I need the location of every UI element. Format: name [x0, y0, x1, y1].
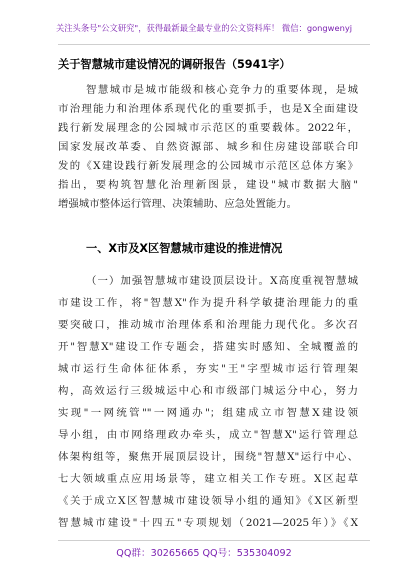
section-heading: 一、X市及X区智慧城市建设的推进情况: [86, 242, 283, 255]
paragraph-line: （一）加强智慧城市建设顶层设计。X高度重视智慧城: [86, 275, 358, 287]
paragraph-line: 《关于成立X区智慧城市建设领导小组的通知》《X区新型: [58, 495, 358, 507]
document-title: 关于智慧城市建设情况的调研报告（5941字）: [58, 58, 291, 71]
paragraph-line: 智慧城市是城市能级和核心竞争力的重要体现，是城: [86, 84, 358, 96]
paragraph-line: 增强城市整体运行管理、决策辅助、应急处置能力。: [58, 198, 297, 210]
paragraph-line: 要突破口，推动城市治理体系和治理能力现代化。多次召: [58, 319, 358, 331]
header-divider: [58, 44, 370, 45]
paragraph-line: 发的《X建设践行新发展理念的公园城市示范区总体方案》: [58, 160, 358, 172]
paragraph-line: 七大领域重点应用场景等，建立相关工作专班。X区起草: [58, 473, 358, 485]
promo-banner: 关注头条号"公文研究"，获得最新最全最专业的公文资料库！ 微信：gongwenyj: [55, 23, 353, 33]
paragraph-line: 开"智慧X"建设工作专题会，搭建实时感知、全城覆盖的: [58, 341, 358, 353]
contact-footer: QQ群：30265665 QQ号：535304092: [116, 548, 292, 559]
paragraph-line: 智慧城市建设"十四五"专项规划（2021—2025年）》《X: [58, 517, 358, 529]
paragraph-line: 城市运行生命体征体系，夯实"王"字型城市运行管理架: [58, 363, 358, 375]
paragraph-line: 导小组，由市网络理政办牵头，成立"智慧X"运行管理总: [58, 429, 358, 441]
paragraph-line: 实现"一网统管""一网通办"；组建成立市智慧X建设领: [58, 407, 358, 419]
paragraph-line: 指出，要构筑智慧化治理新图景，建设"城市数据大脑": [58, 179, 358, 191]
paragraph-line: 构，高效运行三级城运中心和市级部门城运分中心，努力: [58, 385, 358, 397]
paragraph-line: 践行新发展理念的公园城市示范区的重要载体。2022年，: [58, 122, 358, 134]
footer-divider: [58, 540, 370, 541]
paragraph-line: 体架构组等，聚焦开展顶层设计，围绕"智慧X"运行中心、: [58, 451, 358, 463]
paragraph-line: 市治理能力和治理体系现代化的重要抓手，也是X全面建设: [58, 103, 358, 115]
paragraph-line: 国家发展改革委、自然资源部、城乡和住房建设部联合印: [58, 141, 358, 153]
paragraph-line: 市建设工作，将"智慧X"作为提升科学敏捷治理能力的重: [58, 297, 358, 309]
